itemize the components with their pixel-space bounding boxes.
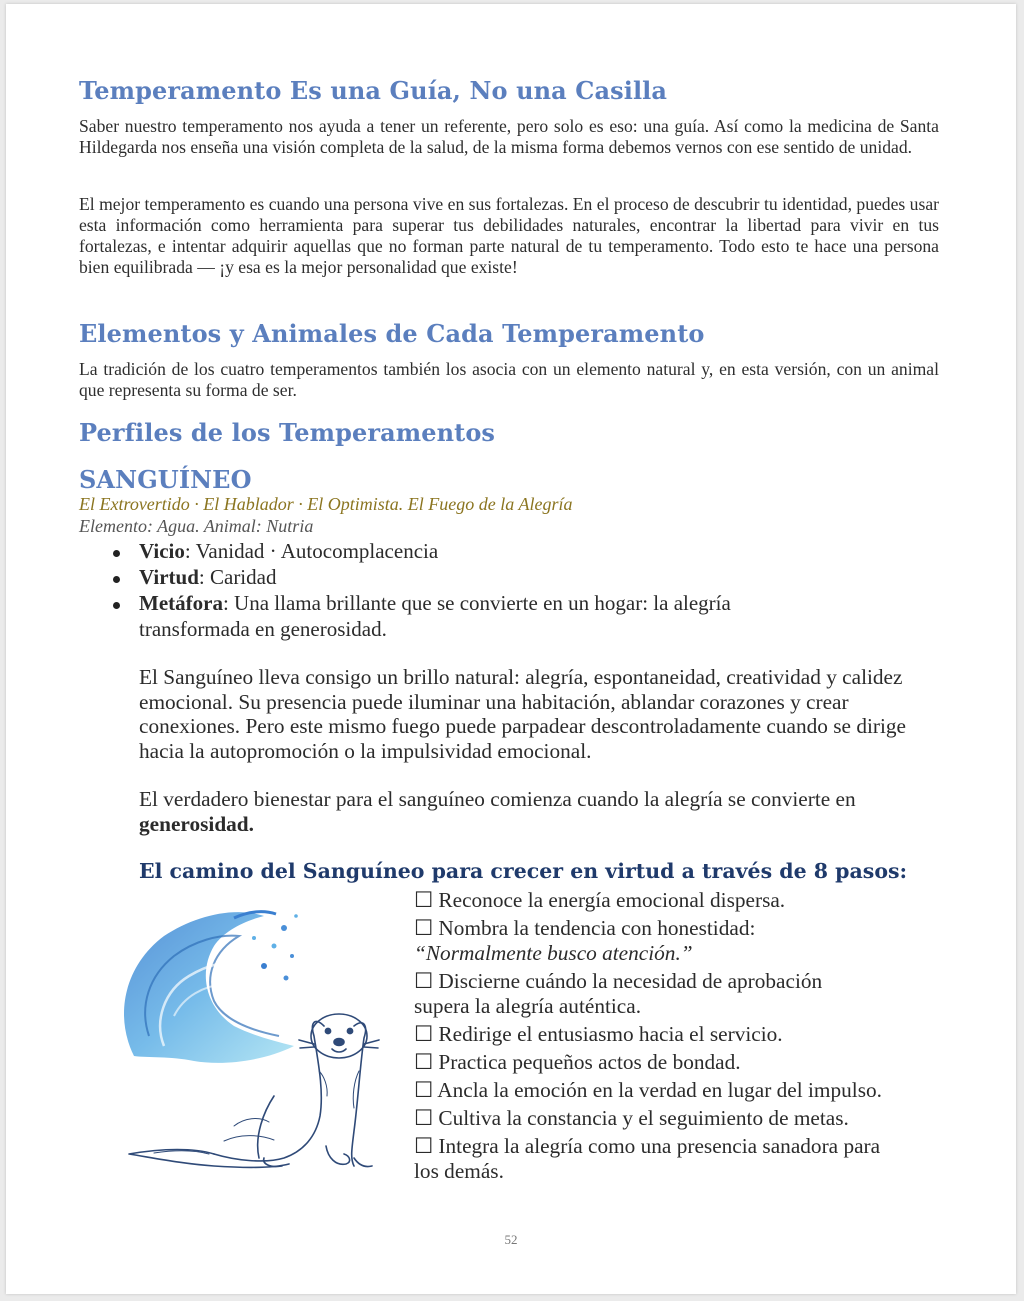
bullet-dot	[113, 602, 120, 609]
document-page	[6, 4, 1016, 1294]
temperament-title: SANGUÍNEO	[79, 465, 252, 494]
bullet-label: Metáfora	[139, 591, 223, 615]
step-item[interactable]: ☐ Redirige el entusiasmo hacia el servicio.	[414, 1022, 783, 1046]
section-heading-profiles: Perfiles de los Temperamentos	[79, 418, 496, 447]
path-heading: El camino del Sanguíneo para crecer en virtud a través de 8 pasos:	[139, 859, 908, 883]
bullet-label: Virtud	[139, 565, 199, 589]
paragraph-guide-2: El mejor temperamento es cuando una persona vive en sus fortalezas. En el proceso de descubrir tu identidad, puedes usar esta información como herramienta para superar tus debilidades naturales, encontrar la libertad para vivir en tus fortalezas, e intentar adquirir aquellas que no forman parte natural de tu temperamento. Todo esto te hace una persona bien equilibrada — ¡y esa es la mejor personalidad que existe!	[79, 194, 939, 277]
step-item[interactable]: ☐ Integra la alegría como una presencia sanadora para	[414, 1134, 881, 1158]
wellbeing-text: El verdadero bienestar para el sanguíneo comienza cuando la alegría se convierte en	[139, 787, 856, 811]
bullet-virtue	[139, 564, 276, 590]
temperament-element-line: Elemento: Agua. Animal: Nutria	[79, 516, 314, 536]
step-item[interactable]: ☐ Discierne cuándo la necesidad de aprobación	[414, 969, 823, 993]
bullet-metaphor	[139, 590, 829, 642]
bullet-text: : Una llama brillante que se convierte en un hogar: la alegría transformada en generosidad.	[139, 591, 731, 641]
section-heading-guide: Temperamento Es una Guía, No una Casilla	[79, 76, 668, 105]
step-continuation: supera la alegría auténtica.	[414, 994, 642, 1018]
bullet-dot	[113, 576, 120, 583]
section-heading-elements: Elementos y Animales de Cada Temperamento	[79, 319, 705, 348]
water-wave-icon	[124, 912, 298, 1063]
bullet-dot	[113, 550, 120, 557]
wellbeing-bold: generosidad.	[139, 811, 254, 836]
bullet-vice	[139, 538, 438, 564]
steps-list	[414, 888, 882, 1184]
otter-water-illustration	[114, 896, 384, 1186]
step-continuation: los demás.	[414, 1159, 504, 1183]
paragraph-guide-1: Saber nuestro temperamento nos ayuda a tener un referente, pero solo es eso: una guía. Así como la medicina de Santa Hildegarda nos enseña una visión completa de la salud, de la misma forma debemos vernos con ese sentido de unidad.	[79, 116, 939, 157]
step-item[interactable]: ☐ Reconoce la energía emocional dispersa.	[414, 888, 786, 912]
wellbeing-statement	[139, 787, 939, 836]
temperament-subtitle: El Extrovertido · El Hablador · El Optimista. El Fuego de la Alegría	[79, 494, 573, 514]
step-item[interactable]: ☐ Nombra la tendencia con honestidad:	[414, 916, 756, 940]
bullet-label: Vicio	[139, 539, 185, 563]
step-item[interactable]: ☐ Cultiva la constancia y el seguimiento de metas.	[414, 1106, 849, 1130]
step-quote: “Normalmente busco atención.”	[414, 941, 693, 965]
page-number: 52	[504, 1232, 518, 1247]
bullet-text: : Vanidad · Autocomplacencia	[184, 539, 439, 563]
step-item[interactable]: ☐ Practica pequeños actos de bondad.	[414, 1050, 741, 1074]
paragraph-elements: La tradición de los cuatro temperamentos también los asocia con un elemento natural y, en esta versión, con un animal que representa su forma de ser.	[79, 359, 939, 400]
temperament-description: El Sanguíneo lleva consigo un brillo natural: alegría, espontaneidad, creatividad y calidez emocional. Su presencia puede iluminar una habitación, ablandar corazones y crear conexiones. Pero este mismo fuego puede parpadear descontroladamente cuando se dirige hacia la autopromoción o la impulsividad emocional.	[139, 665, 906, 763]
bullet-text: : Caridad	[198, 565, 277, 589]
step-item[interactable]: ☐ Ancla la emoción en la verdad en lugar del impulso.	[414, 1078, 882, 1102]
